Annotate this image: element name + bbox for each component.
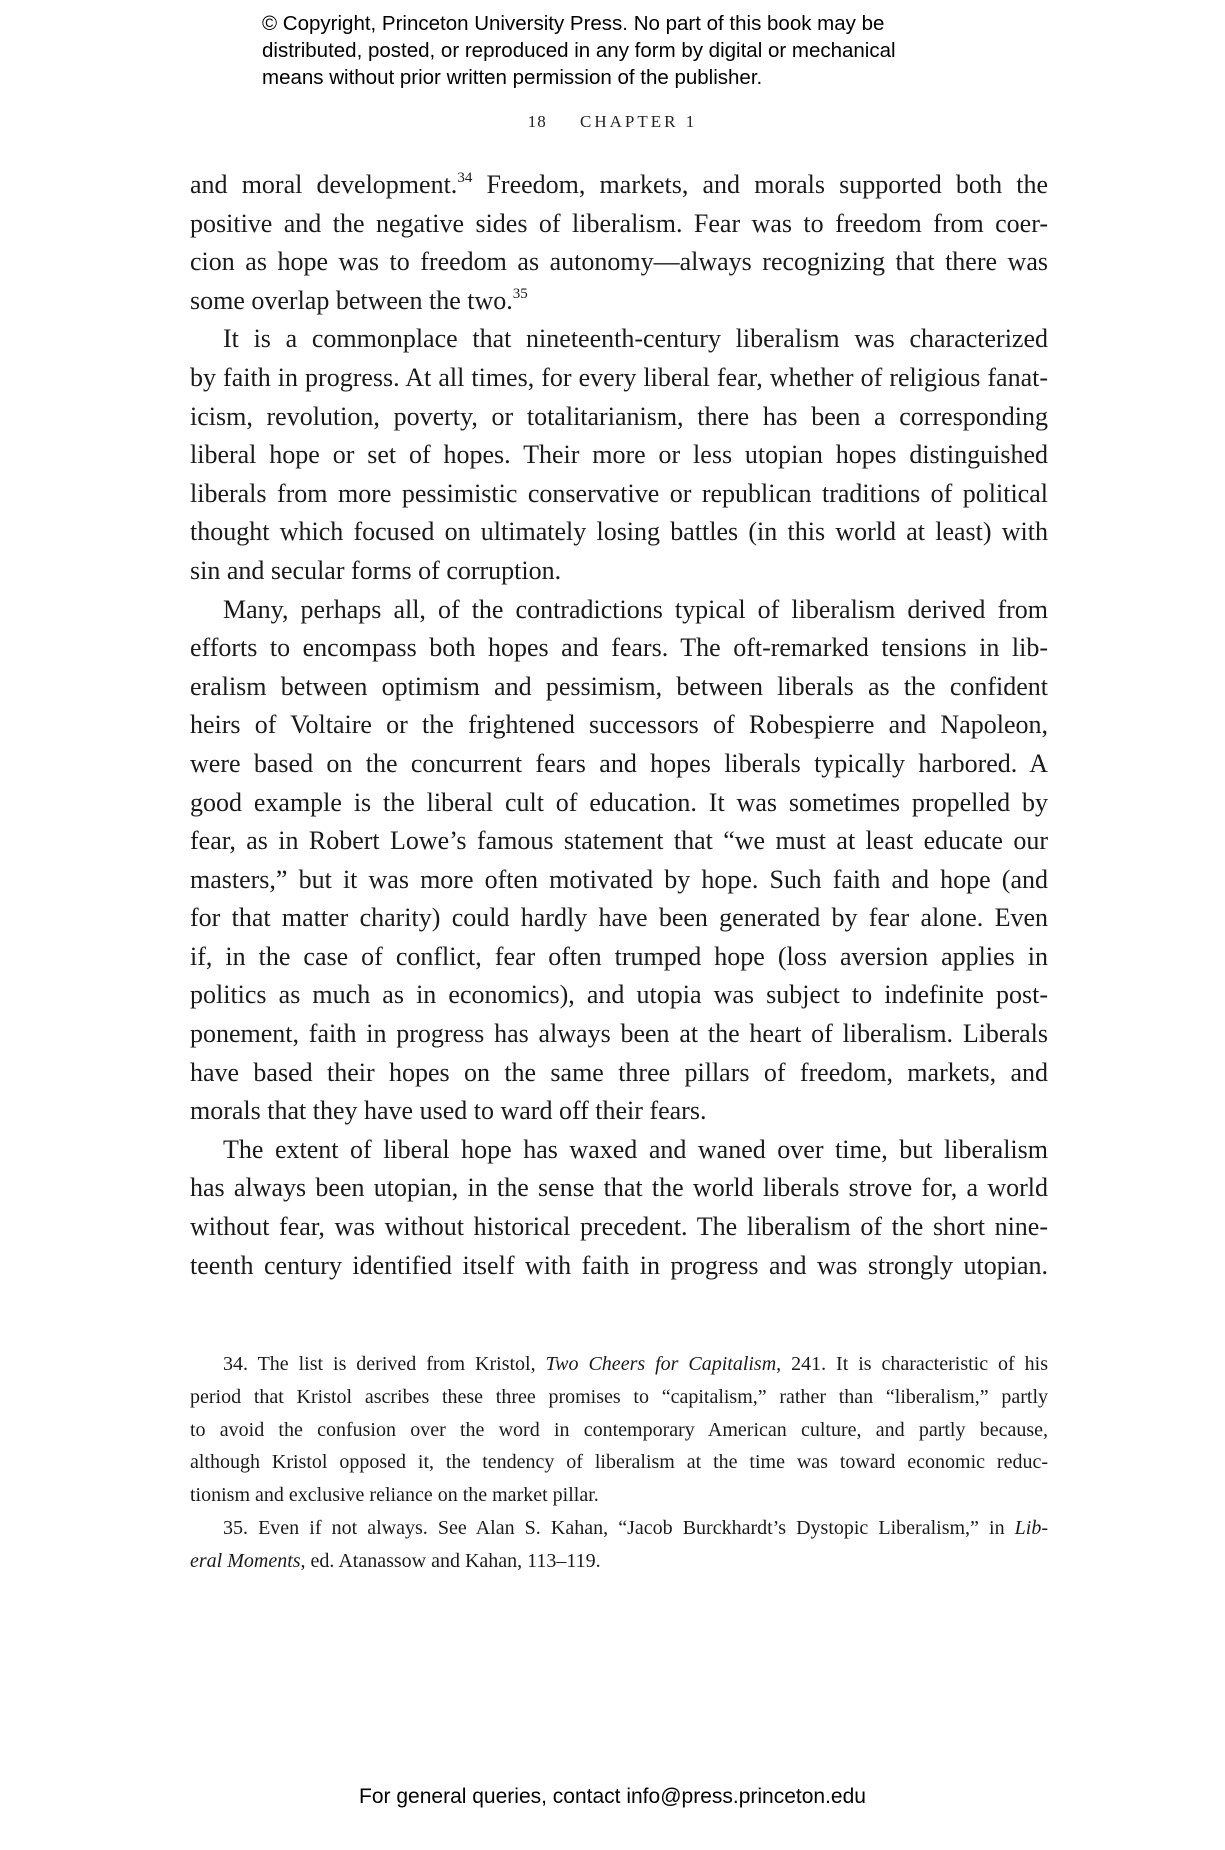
copyright-notice xyxy=(262,10,1022,91)
text-line: The extent of liberal hope has waxed and waned over time, but liberalism xyxy=(223,1134,1048,1164)
footnote-34 xyxy=(190,1348,1048,1512)
text-span: , 241. It is characteristic of his xyxy=(776,1353,1048,1375)
text-line: masters,” but it was more often motivated by hope. Such faith and hope (and xyxy=(190,864,1048,894)
text-span: and moral development. xyxy=(190,170,458,199)
page-number: 18 xyxy=(527,112,547,131)
text-line: has always been utopian, in the sense that the world liberals strove for, a world xyxy=(190,1173,1048,1203)
text-line: liberal hope or set of hopes. Their more or less utopian hopes distinguished xyxy=(190,440,1048,470)
text-line: good example is the liberal cult of education. It was sometimes propelled by xyxy=(190,787,1048,817)
contact-footer: For general queries, contact info@press.princeton.edu xyxy=(359,1785,866,1808)
footnote-line: tionism and exclusive reliance on the market pillar. xyxy=(190,1484,599,1507)
text-line: thought which focused on ultimately losing battles (in this world at least) with xyxy=(190,517,1048,547)
copyright-line: © Copyright, Princeton University Press. No part of this book may be xyxy=(262,12,885,35)
text-line: politics as much as in economics), and utopia was subject to indefinite post- xyxy=(190,980,1048,1010)
footnote-line: period that Kristol ascribes these three promises to “capitalism,” rather than “liberalism,” partly xyxy=(190,1385,1048,1408)
text-line: liberals from more pessimistic conservative or republican traditions of political xyxy=(190,478,1048,508)
cited-title: eral Moments xyxy=(190,1549,301,1572)
text-line: heirs of Voltaire or the frightened successors of Robespierre and Napoleon, xyxy=(190,710,1048,740)
text-line: were based on the concurrent fears and hopes liberals typically harbored. A xyxy=(190,748,1048,778)
text-line: positive and the negative sides of liberalism. Fear was to freedom from coer- xyxy=(190,208,1048,238)
text-line: icism, revolution, poverty, or totalitarianism, there has been a corresponding xyxy=(190,401,1048,431)
text-line: morals that they have used to ward off their fears. xyxy=(190,1096,707,1126)
text-span: Freedom, markets, and morals supported both the xyxy=(472,170,1048,199)
text-line: for that matter charity) could hardly have been generated by fear alone. Even xyxy=(190,903,1048,933)
footnote-ref-35: 35 xyxy=(512,285,528,302)
footnotes xyxy=(190,1348,1048,1578)
cited-title: Two Cheers for Capitalism xyxy=(545,1353,777,1375)
text-line: efforts to encompass both hopes and fears. The oft-remarked tensions in lib- xyxy=(190,633,1048,663)
text-line: fear, as in Robert Lowe’s famous statement that “we must at least educate our xyxy=(190,826,1048,856)
text-line: by faith in progress. At all times, for every liberal fear, whether of religious fanat- xyxy=(190,362,1048,392)
text-line: without fear, was without historical precedent. The liberalism of the short nine- xyxy=(190,1212,1048,1242)
text-line: sin and secular forms of corruption. xyxy=(190,555,562,585)
text-line: eralism between optimism and pessimism, between liberals as the confident xyxy=(190,671,1048,701)
text-span: 34. The list is derived from Kristol, xyxy=(223,1353,546,1375)
footnote-line xyxy=(190,1545,1048,1578)
text-line: if, in the case of conflict, fear often trumped hope (loss aversion applies in xyxy=(190,941,1048,971)
text-line: ponement, faith in progress has always been at the heart of liberalism. Liberals xyxy=(190,1019,1048,1049)
cited-title: Lib- xyxy=(1014,1516,1048,1539)
chapter-label: CHAPTER 1 xyxy=(580,112,698,131)
text-line: have based their hopes on the same three pillars of freedom, markets, and xyxy=(190,1057,1048,1087)
text-line xyxy=(190,166,1048,205)
running-head xyxy=(0,112,1225,132)
footnote-line: to avoid the confusion over the word in contemporary American culture, and partly because, xyxy=(190,1418,1048,1441)
footnote-line xyxy=(190,1348,1048,1381)
text-span: , ed. Atanassow and Kahan, 113–119. xyxy=(300,1549,601,1572)
copyright-line: means without prior written permission of the publisher. xyxy=(262,66,763,89)
text-line: cion as hope was to freedom as autonomy—always recognizing that there was xyxy=(190,247,1048,277)
text-line: It is a commonplace that nineteenth-century liberalism was characterized xyxy=(223,324,1048,354)
text-line: Many, perhaps all, of the contradictions typical of liberalism derived from xyxy=(223,594,1048,624)
text-span: 35. Even if not always. See Alan S. Kahan, “Jacob Burckhardt’s Dystopic Liberalism,” in xyxy=(223,1516,1015,1539)
copyright-line: distributed, posted, or reproduced in any form by digital or mechanical xyxy=(262,39,896,62)
footnote-35 xyxy=(190,1512,1048,1578)
text-span: some overlap between the two. xyxy=(190,285,513,315)
text-line xyxy=(190,282,1048,321)
body-text xyxy=(190,166,1048,1285)
footnote-line: although Kristol opposed it, the tendency of liberalism at the time was toward economic reduc- xyxy=(190,1451,1048,1474)
text-line: teenth century identified itself with faith in progress and was strongly utopian. xyxy=(190,1250,1048,1280)
footnote-ref-34: 34 xyxy=(457,170,473,186)
footnote-line xyxy=(190,1512,1048,1545)
